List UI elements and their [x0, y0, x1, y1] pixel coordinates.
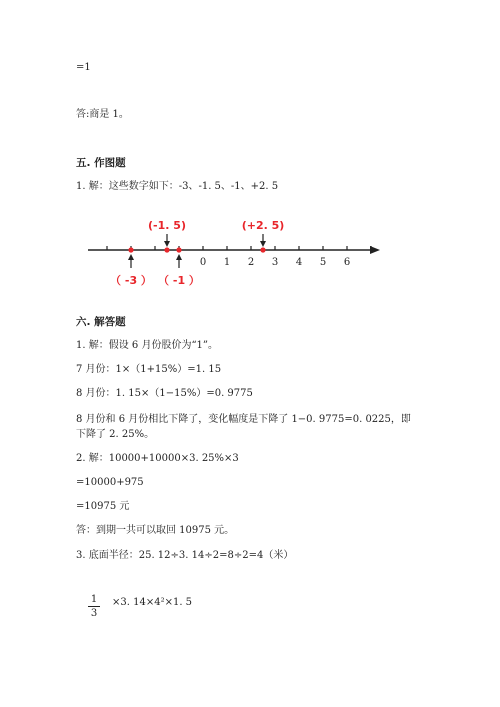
point-marker — [128, 247, 133, 252]
point-marker — [164, 247, 169, 252]
fraction-numerator: 1 — [88, 594, 100, 607]
q3-intro: 3. 底面半径：25. 12÷3. 14÷2=8÷2=4（米） — [76, 550, 294, 561]
q1-intro: 1. 解：假设 6 月份股价为“1”。 — [76, 340, 219, 351]
tick-label: 5 — [319, 257, 327, 268]
point-marker — [176, 247, 181, 252]
q1-july: 7 月份：1×（1+15%）=1. 15 — [76, 364, 222, 375]
number-line-figure — [80, 212, 390, 292]
tick-label: 0 — [199, 257, 207, 268]
point-arrowhead — [164, 241, 170, 247]
q2-step: =10000+975 — [76, 477, 144, 488]
q2-answer: 答：到期一共可以取回 10975 元。 — [76, 525, 235, 536]
point-marker — [260, 247, 265, 252]
fraction-denominator: 3 — [90, 608, 98, 619]
section-6-title: 六. 解答题 — [76, 316, 126, 328]
tick-label: 2 — [247, 257, 255, 268]
q1-conclusion: 8 月份和 6 月份相比下降了，变化幅度是下降了 1−0. 9775=0. 0225，即下降了 2. 25%。 — [76, 414, 411, 440]
fraction-one-third — [88, 594, 100, 619]
answer-quotient: 答:商是 1。 — [76, 109, 129, 120]
point-label: (-1. 5) — [148, 219, 186, 232]
point-arrowhead — [176, 254, 182, 260]
q1-august: 8 月份：1. 15×（1−15%）=0. 9775 — [76, 388, 253, 399]
point-arrowhead — [260, 241, 266, 247]
equation-result: =1 — [76, 62, 91, 73]
q2-result: =10975 元 — [76, 501, 130, 512]
tick-label: 6 — [343, 257, 351, 268]
q3-formula: ×3. 14×4²×1. 5 — [112, 597, 193, 608]
tick-label: 4 — [295, 257, 303, 268]
q2-intro: 2. 解：10000+10000×3. 25%×3 — [76, 453, 239, 464]
point-label: （ -1 ） — [158, 274, 200, 287]
point-arrowhead — [128, 254, 134, 260]
section-5-title: 五. 作图题 — [76, 157, 126, 169]
point-label: （ -3 ） — [110, 274, 152, 287]
number-line-points — [110, 219, 284, 287]
tick-label: 1 — [223, 257, 231, 268]
tick-label: 3 — [271, 257, 279, 268]
point-label: (+2. 5) — [241, 219, 285, 232]
section-5-q1: 1. 解：这些数字如下：-3、-1. 5、-1、+2. 5 — [76, 181, 279, 192]
